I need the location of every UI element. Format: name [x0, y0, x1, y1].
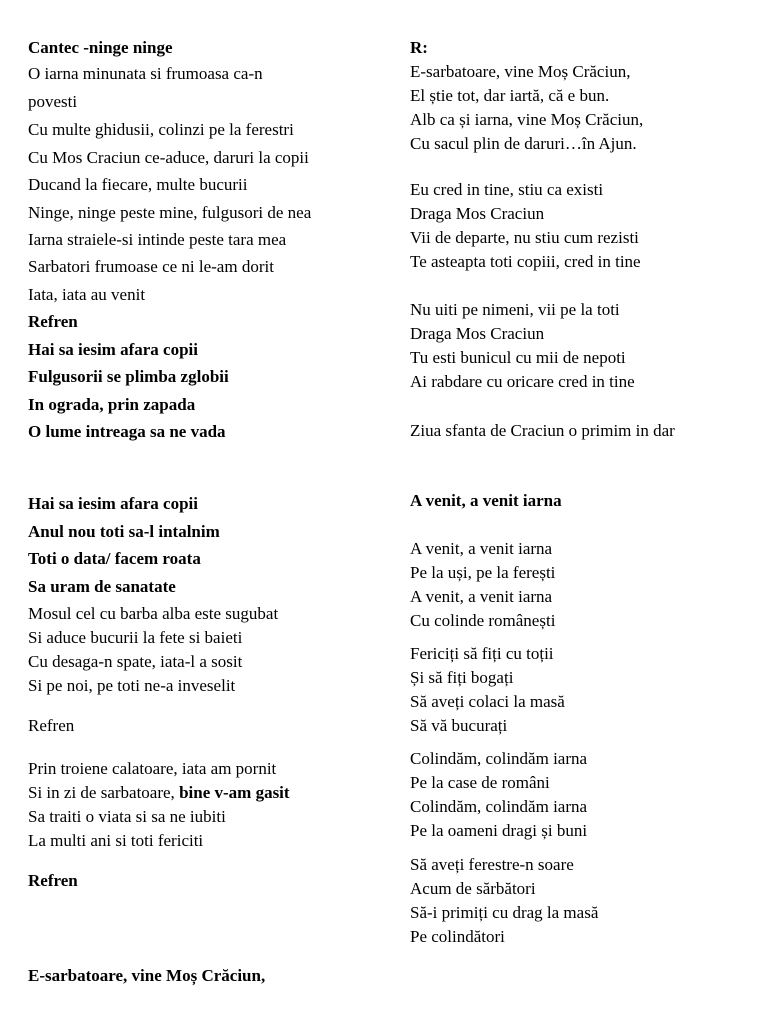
right-line — [410, 38, 428, 58]
right-line — [410, 324, 544, 344]
left-line-text: E-sarbatoare, vine Moș Crăciun, — [28, 966, 266, 985]
right-line-text: A venit, a venit iarna — [410, 491, 562, 510]
right-line — [410, 797, 587, 817]
left-line-text: Fulgusorii se plimba zglobii — [28, 367, 229, 386]
right-line — [410, 421, 675, 441]
right-line-text: Tu esti bunicul cu mii de nepoti — [410, 348, 626, 367]
right-line — [410, 644, 554, 664]
left-line-text: Cu desaga-n spate, iata-l a sosit — [28, 652, 243, 671]
right-line — [410, 855, 574, 875]
left-line — [28, 577, 176, 597]
left-line-text: Refren — [28, 716, 75, 735]
right-line-text: Să aveți ferestre-n soare — [410, 855, 574, 874]
right-line — [410, 252, 641, 272]
left-line-text: Sa uram de sanatate — [28, 577, 176, 596]
right-line — [410, 62, 630, 82]
right-line — [410, 563, 555, 583]
left-line-text: Sa traiti o viata si sa ne iubiti — [28, 807, 226, 826]
left-line — [28, 92, 77, 112]
left-line — [28, 759, 276, 779]
left-line — [28, 807, 226, 827]
left-line — [28, 312, 78, 332]
left-line-text: Hai sa iesim afara copii — [28, 494, 198, 513]
left-line-text: Cantec -ninge ninge — [28, 38, 173, 57]
right-line-text: Colindăm, colindăm iarna — [410, 749, 588, 768]
right-line — [410, 821, 587, 841]
right-line-text: Să vă bucurați — [410, 716, 508, 735]
left-line — [28, 203, 311, 223]
right-line — [410, 879, 536, 899]
left-line — [28, 604, 278, 624]
right-line — [410, 903, 598, 923]
right-line — [410, 348, 626, 368]
left-line-text: Iata, iata au venit — [28, 285, 146, 304]
right-line — [410, 491, 562, 511]
left-line-text: Si aduce bucurii la fete si baieti — [28, 628, 243, 647]
right-line-text: A venit, a venit iarna — [410, 539, 553, 558]
right-line-text: Colindăm, colindăm iarna — [410, 797, 588, 816]
left-line — [28, 783, 290, 803]
right-line — [410, 110, 643, 130]
left-line-text: Si in zi de sarbatoare, — [28, 783, 180, 802]
right-line-text: Alb ca și iarna, vine Moș Crăciun, — [410, 110, 644, 129]
right-line — [410, 773, 550, 793]
right-line-text: Vii de departe, nu stiu cum rezisti — [410, 228, 639, 247]
left-line — [28, 522, 220, 542]
right-line — [410, 134, 637, 154]
right-line — [410, 180, 603, 200]
right-line-text: Ai rabdare cu oricare cred in tine — [410, 372, 635, 391]
right-line — [410, 204, 544, 224]
left-line — [28, 716, 74, 736]
right-line-text: Draga Mos Craciun — [410, 204, 545, 223]
right-line-text: Te asteapta toti copiii, cred in tine — [410, 252, 641, 271]
left-line-text: Refren — [28, 871, 78, 890]
left-line-text: Cu multe ghidusii, colinzi pe la ferestri — [28, 120, 294, 139]
left-line — [28, 38, 173, 58]
right-line — [410, 228, 639, 248]
left-line-text: Iarna straiele-si intinde peste tara mea — [28, 230, 287, 249]
left-line — [28, 340, 198, 360]
left-line — [28, 175, 247, 195]
left-line — [28, 120, 294, 140]
right-line-text: Nu uiti pe nimeni, vii pe la toti — [410, 300, 620, 319]
right-line — [410, 300, 620, 320]
right-line-text: Cu colinde românești — [410, 611, 556, 630]
left-line — [28, 549, 201, 569]
right-line — [410, 668, 513, 688]
left-line — [28, 422, 226, 442]
left-line-text: Anul nou toti sa-l intalnim — [28, 522, 220, 541]
right-line — [410, 587, 552, 607]
right-line-text: A venit, a venit iarna — [410, 587, 553, 606]
right-line-text: Eu cred in tine, stiu ca existi — [410, 180, 604, 199]
left-line-text: Mosul cel cu barba alba este sugubat — [28, 604, 279, 623]
left-line-text: Ninge, ninge peste mine, fulgusori de nea — [28, 203, 312, 222]
left-line — [28, 395, 195, 415]
left-line — [28, 966, 265, 986]
left-line-bold-tail: bine v-am gasit — [179, 783, 290, 802]
right-line — [410, 749, 587, 769]
right-line-text: Acum de sărbători — [410, 879, 536, 898]
left-line-text: Refren — [28, 312, 78, 331]
right-line — [410, 611, 555, 631]
right-line-text: Să-i primiți cu drag la masă — [410, 903, 599, 922]
right-line-text: Fericiți să fiți cu toții — [410, 644, 554, 663]
left-line-text: Hai sa iesim afara copii — [28, 340, 198, 359]
right-line-text: Ziua sfanta de Craciun o primim in dar — [410, 421, 675, 440]
left-line — [28, 628, 242, 648]
left-line-text: Toti o data/ facem roata — [28, 549, 201, 568]
right-line-text: R: — [410, 38, 428, 57]
left-line-text: povesti — [28, 92, 78, 111]
left-line — [28, 257, 274, 277]
left-line-text: Prin troiene calatoare, iata am pornit — [28, 759, 277, 778]
right-line — [410, 372, 635, 392]
left-line-text: Cu Mos Craciun ce-aduce, daruri la copii — [28, 148, 309, 167]
left-line — [28, 64, 263, 84]
left-line-text: Sarbatori frumoase ce ni le-am dorit — [28, 257, 274, 276]
right-line-text: Și să fiți bogați — [410, 668, 514, 687]
right-line-text: Pe la uși, pe la ferești — [410, 563, 556, 582]
left-line-text: Ducand la fiecare, multe bucurii — [28, 175, 248, 194]
left-line — [28, 148, 309, 168]
right-line-text: Pe colindători — [410, 927, 505, 946]
right-line — [410, 716, 507, 736]
left-line-text: Si pe noi, pe toti ne-a inveselit — [28, 676, 236, 695]
right-line — [410, 692, 565, 712]
left-line — [28, 494, 198, 514]
left-line-text: In ograda, prin zapada — [28, 395, 196, 414]
right-line — [410, 927, 505, 947]
right-line-text: Să aveți colaci la masă — [410, 692, 565, 711]
left-line — [28, 285, 145, 305]
left-line-text: O iarna minunata si frumoasa ca-n — [28, 64, 263, 83]
left-line — [28, 230, 286, 250]
left-line-text: O lume intreaga sa ne vada — [28, 422, 226, 441]
left-line — [28, 652, 242, 672]
right-line-text: E-sarbatoare, vine Moș Crăciun, — [410, 62, 631, 81]
right-line-text: El știe tot, dar iartă, că e bun. — [410, 86, 610, 105]
right-line-text: Pe la case de români — [410, 773, 550, 792]
right-line-text: Pe la oameni dragi și buni — [410, 821, 588, 840]
left-line — [28, 831, 203, 851]
left-line — [28, 676, 235, 696]
left-line — [28, 367, 229, 387]
left-line — [28, 871, 78, 891]
right-line — [410, 539, 552, 559]
right-line — [410, 86, 609, 106]
right-line-text: Cu sacul plin de daruri…în Ajun. — [410, 134, 637, 153]
right-line-text: Draga Mos Craciun — [410, 324, 545, 343]
left-line-text: La multi ani si toti fericiti — [28, 831, 204, 850]
